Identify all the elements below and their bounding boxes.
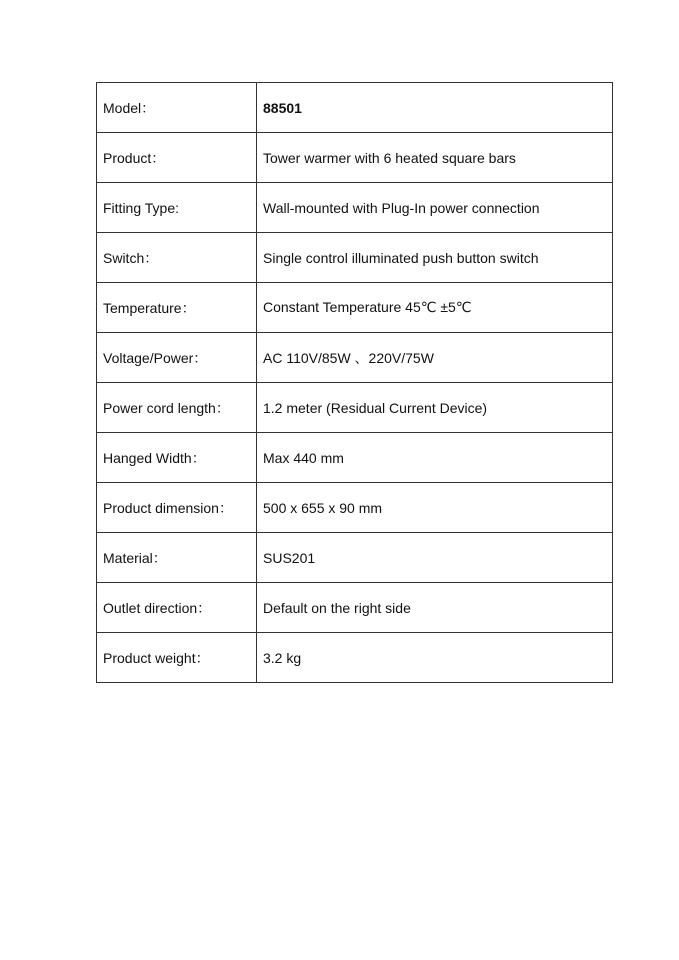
spec-table [96,82,613,683]
table-row [97,633,613,683]
row-value: Wall-mounted with Plug-In power connection [257,183,613,233]
row-value: 3.2 kg [257,633,613,683]
row-value: Max 440 mm [257,433,613,483]
row-label: Model： [97,83,257,133]
row-label: Fitting Type: [97,183,257,233]
row-label: Product dimension： [97,483,257,533]
table-row [97,433,613,483]
row-value: AC 110V/85W 、220V/75W [257,333,613,383]
table-row [97,583,613,633]
table-row [97,83,613,133]
row-label: Product weight： [97,633,257,683]
table-row [97,233,613,283]
row-label: Temperature： [97,283,257,333]
row-value: Constant Temperature 45℃ ±5℃ [257,283,613,333]
row-label: Hanged Width： [97,433,257,483]
row-label: Product： [97,133,257,183]
row-value: 1.2 meter (Residual Current Device) [257,383,613,433]
table-row [97,333,613,383]
row-value: SUS201 [257,533,613,583]
row-label: Voltage/Power： [97,333,257,383]
row-label: Material： [97,533,257,583]
table-row [97,283,613,333]
row-value: 500 x 655 x 90 mm [257,483,613,533]
table-row [97,383,613,433]
row-value: Default on the right side [257,583,613,633]
row-value: Single control illuminated push button switch [257,233,613,283]
row-value: 88501 [257,83,613,133]
row-label: Switch： [97,233,257,283]
row-label: Outlet direction： [97,583,257,633]
table-row [97,133,613,183]
table-row [97,483,613,533]
table-row [97,533,613,583]
row-label: Power cord length： [97,383,257,433]
table-row [97,183,613,233]
row-value: Tower warmer with 6 heated square bars [257,133,613,183]
